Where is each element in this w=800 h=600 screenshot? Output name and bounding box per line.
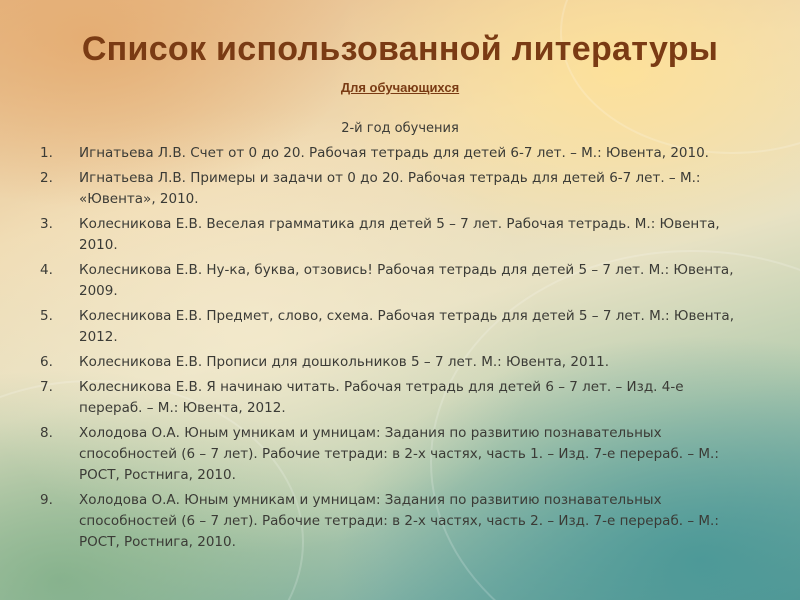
item-number: 9. (40, 492, 53, 508)
list-item (40, 168, 750, 210)
item-text: Колесникова Е.В. Прописи для дошкольников 5 – 7 лет. М.: Ювента, 2011. (79, 354, 610, 370)
item-text: Колесникова Е.В. Предмет, слово, схема. Рабочая тетрадь для детей 5 – 7 лет. М.: Ювента, 2012. (79, 308, 734, 345)
item-number: 5. (40, 308, 53, 324)
item-text: Колесникова Е.В. Ну-ка, буква, отзовись! Рабочая тетрадь для детей 5 – 7 лет. М.: Ювента, 2009. (79, 262, 734, 299)
item-text: Игнатьева Л.В. Примеры и задачи от 0 до 20. Рабочая тетрадь для детей 6-7 лет. – М.: «Ювента», 2010. (79, 170, 701, 207)
item-text: Холодова О.А. Юным умникам и умницам: Задания по развитию познавательных способностей (6 – 7 лет). Рабочие тетради: в 2-х частях, часть 1. – Изд. 7-е перераб. – М.: РОСТ, Ростнига, 2010. (79, 425, 719, 483)
item-number: 3. (40, 216, 53, 232)
list-item (40, 490, 750, 553)
item-number: 2. (40, 170, 53, 186)
slide-title: Список использованной литературы (81, 30, 719, 68)
year-heading: 2-й год обучения (341, 121, 459, 136)
list-item (40, 423, 750, 486)
list-item (40, 260, 750, 302)
list-item (40, 306, 750, 348)
item-text: Холодова О.А. Юным умникам и умницам: Задания по развитию познавательных способностей (6 – 7 лет). Рабочие тетради: в 2-х частях, часть 2. – Изд. 7-е перераб. – М.: РОСТ, Ростнига, 2010. (79, 492, 719, 550)
item-number: 7. (40, 379, 53, 395)
item-text: Колесникова Е.В. Я начинаю читать. Рабочая тетрадь для детей 6 – 7 лет. – Изд. 4-е перераб. – М.: Ювента, 2012. (79, 379, 684, 416)
reference-list (40, 143, 750, 557)
item-text: Игнатьева Л.В. Счет от 0 до 20. Рабочая тетрадь для детей 6-7 лет. – М.: Ювента, 2010. (79, 145, 709, 161)
item-text: Колесникова Е.В. Веселая грамматика для детей 5 – 7 лет. Рабочая тетрадь. М.: Ювента, 2010. (79, 216, 720, 253)
item-number: 1. (40, 145, 53, 161)
list-item (40, 352, 750, 373)
list-item (40, 377, 750, 419)
list-item (40, 214, 750, 256)
item-number: 8. (40, 425, 53, 441)
list-item (40, 143, 750, 164)
item-number: 4. (40, 262, 53, 278)
slide-subtitle: Для обучающихся (340, 80, 460, 95)
item-number: 6. (40, 354, 53, 370)
